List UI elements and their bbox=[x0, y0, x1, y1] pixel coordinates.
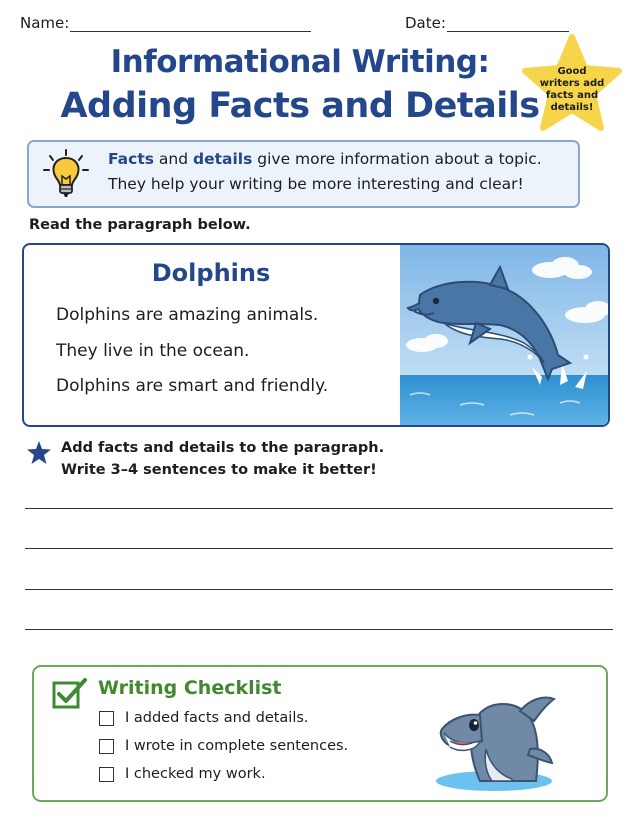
checkbox[interactable] bbox=[99, 767, 114, 782]
jumping-dolphin-illustration bbox=[400, 245, 608, 425]
title-line-2: Adding Facts and Details bbox=[60, 86, 540, 126]
read-label: Read the paragraph below. bbox=[29, 217, 251, 233]
checklist-box bbox=[32, 665, 608, 802]
star-badge bbox=[518, 34, 626, 138]
writing-line[interactable] bbox=[25, 589, 613, 590]
star-text-2: writers add bbox=[539, 78, 605, 89]
writing-line[interactable] bbox=[25, 508, 613, 509]
checkbox[interactable] bbox=[99, 739, 114, 754]
date-line[interactable] bbox=[447, 31, 569, 32]
star-text-1: Good bbox=[557, 66, 587, 77]
checklist-item[interactable]: I wrote in complete sentences. bbox=[99, 738, 348, 754]
keyword-facts: Facts bbox=[108, 150, 154, 168]
checklist-item[interactable]: I added facts and details. bbox=[99, 710, 309, 726]
dolphin-illustration bbox=[430, 689, 566, 793]
paragraph-sentence: Dolphins are smart and friendly. bbox=[56, 376, 329, 396]
instruction-line-2: Write 3–4 sentences to make it better! bbox=[61, 462, 377, 478]
writing-line[interactable] bbox=[25, 548, 613, 549]
checkmark-icon bbox=[52, 677, 88, 709]
info-line-2: They help your writing be more interesting and clear! bbox=[108, 175, 524, 193]
star-text-4: details! bbox=[550, 102, 594, 113]
instruction-line-1: Add facts and details to the paragraph. bbox=[61, 440, 385, 456]
date-label: Date: bbox=[405, 14, 446, 32]
name-label: Name: bbox=[20, 14, 70, 32]
keyword-details: details bbox=[192, 150, 253, 168]
checklist-item[interactable]: I checked my work. bbox=[99, 766, 266, 782]
name-line[interactable] bbox=[70, 31, 311, 32]
checkbox[interactable] bbox=[99, 711, 114, 726]
paragraph-sentence: Dolphins are amazing animals. bbox=[56, 305, 319, 325]
paragraph-sentence: They live in the ocean. bbox=[56, 341, 250, 361]
star-icon bbox=[26, 440, 52, 465]
lightbulb-icon bbox=[41, 148, 91, 200]
writing-line[interactable] bbox=[25, 629, 613, 630]
title-line-1: Informational Writing: bbox=[110, 44, 490, 80]
star-text-3: facts and bbox=[545, 90, 599, 101]
paragraph-title: Dolphins bbox=[151, 259, 271, 287]
paragraph-box bbox=[22, 243, 610, 427]
checklist-title: Writing Checklist bbox=[98, 677, 282, 699]
info-box bbox=[27, 140, 580, 208]
info-line-1: Facts and details give more information about a topic. bbox=[108, 150, 542, 168]
